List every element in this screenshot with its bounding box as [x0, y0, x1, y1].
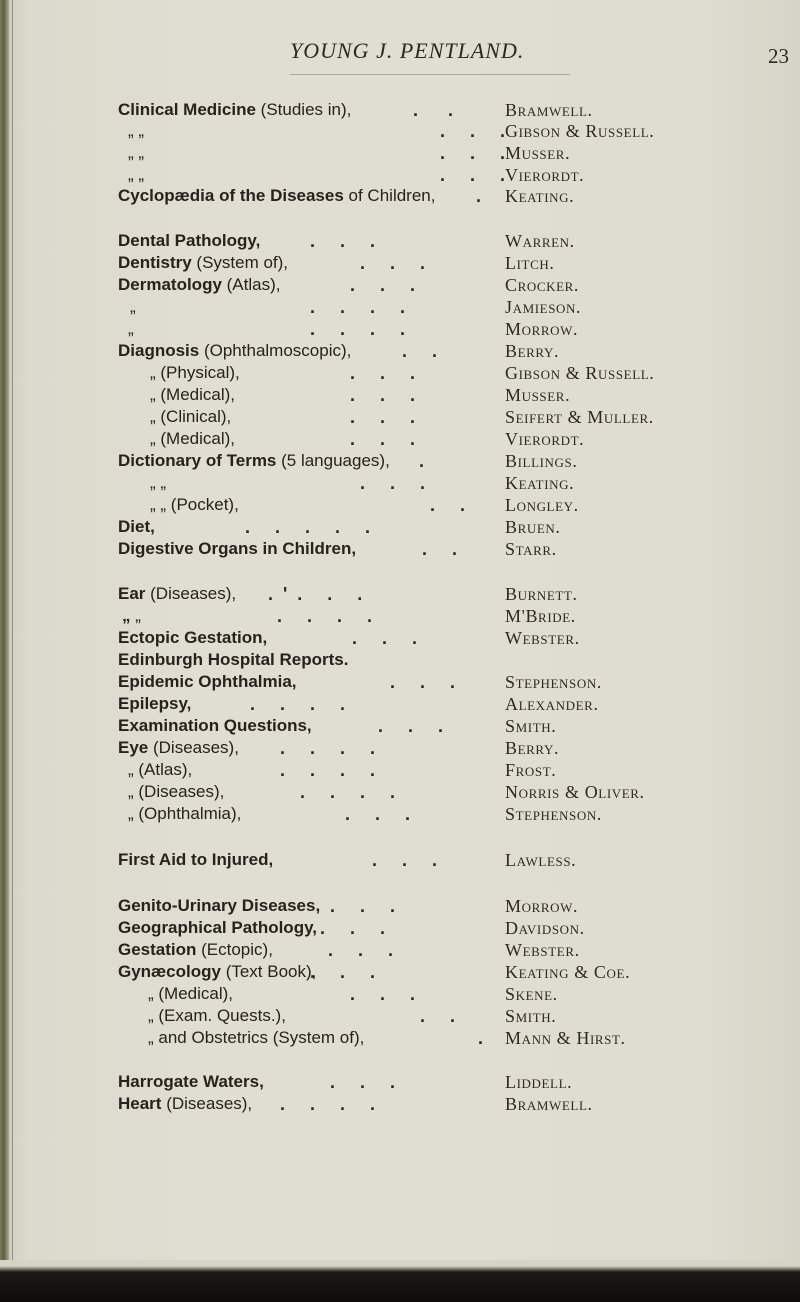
dot-leader: . . . — [320, 1072, 396, 1092]
entry-subject — [118, 517, 155, 537]
catalogue-entry — [0, 473, 800, 495]
entry-subject — [118, 918, 317, 938]
entry-author: Liddell. — [505, 1072, 573, 1092]
catalogue-entry — [0, 100, 800, 122]
entry-subject — [128, 143, 144, 163]
entry-subject — [150, 407, 231, 427]
catalogue-entry — [0, 275, 800, 297]
entry-subject-qualifier: (Clinical), — [155, 407, 232, 426]
entry-subject-main: Dictionary of Terms — [118, 451, 277, 470]
entry-subject-qualifier: (System of), — [191, 253, 289, 272]
entry-subject-qualifier: (Ophthalmoscopic), — [199, 341, 352, 360]
entry-subject-main: „ — [148, 984, 154, 1003]
entry-subject-main: Harrogate Waters, — [118, 1072, 264, 1091]
catalogue-entry — [0, 231, 800, 253]
running-head-title: YOUNG J. PENTLAND. — [290, 38, 525, 63]
entry-subject-main: „ — [148, 1006, 154, 1025]
dot-leader: . . . — [340, 407, 416, 427]
catalogue-entry — [0, 517, 800, 539]
entry-author: Mann & Hirst. — [505, 1028, 626, 1048]
entry-subject-main: Dermatology — [118, 275, 222, 294]
dot-leader: . . . . — [270, 760, 376, 780]
entry-subject-main: Gestation — [118, 940, 197, 959]
entry-author: Gibson & Russell. — [505, 363, 655, 383]
entry-subject-qualifier: and Obstetrics (System of), — [153, 1028, 365, 1047]
entry-author: Crocker. — [505, 275, 580, 295]
catalogue-entry — [0, 896, 800, 918]
dot-leader: . . . — [380, 672, 456, 692]
entry-subject-main: Digestive Organs in Children, — [118, 539, 357, 558]
entry-subject-qualifier: (Medical), — [155, 385, 236, 404]
dot-leader: . . . — [318, 940, 394, 960]
entry-subject — [118, 186, 435, 206]
page-number: 23 — [768, 44, 789, 68]
dot-leader: . . . . — [270, 1094, 376, 1114]
entry-subject — [118, 896, 320, 916]
entry-author: Musser. — [505, 385, 571, 405]
entry-subject — [118, 850, 273, 870]
entry-author: Smith. — [505, 1006, 557, 1026]
entry-author: Vierordt. — [505, 429, 585, 449]
dot-leader: . . . — [350, 253, 426, 273]
entry-author: Morrow. — [505, 319, 579, 339]
entry-author: Keating. — [505, 186, 575, 206]
catalogue-entry — [0, 804, 800, 826]
entry-subject — [118, 1094, 252, 1114]
dot-leader: . . . — [330, 473, 426, 493]
entry-subject — [118, 940, 273, 960]
catalogue-entry — [0, 962, 800, 984]
entry-subject — [118, 100, 351, 120]
entry-subject — [148, 1006, 286, 1026]
dot-leader: . . . — [310, 918, 386, 938]
entry-subject-main: Heart — [118, 1094, 162, 1113]
entry-subject-qualifier: „ — [133, 121, 145, 140]
dot-leader: . — [466, 186, 482, 206]
entry-subject-main: „ — [150, 473, 156, 492]
entry-subject-main: „ — [150, 385, 156, 404]
entry-subject-main: „ — [128, 782, 134, 801]
dot-leader: . . . . — [262, 606, 373, 626]
entry-subject-main: „ — [148, 1028, 154, 1047]
entry-subject-qualifier: (Diseases), — [148, 738, 239, 757]
catalogue-entry — [0, 694, 800, 716]
entry-subject — [118, 253, 288, 273]
dot-leader: . . . . — [300, 319, 406, 339]
entry-subject-qualifier: (5 languages), — [276, 451, 390, 470]
entry-subject-main: Dental Pathology, — [118, 231, 261, 250]
entry-subject-main: „ — [128, 121, 134, 140]
entry-subject — [118, 650, 348, 670]
entry-author: Keating. — [505, 473, 575, 493]
catalogue-entry — [0, 1094, 800, 1116]
catalogue-entry — [0, 165, 800, 187]
entry-subject-main: „ — [130, 297, 136, 316]
catalogue-entry — [0, 940, 800, 962]
entry-subject-main: „ — [128, 319, 134, 338]
entry-subject — [148, 984, 233, 1004]
dot-leader: . . . — [342, 628, 418, 648]
entry-author: Bramwell. — [505, 1094, 593, 1114]
entry-subject-main: „ — [150, 495, 156, 514]
entry-author: Seifert & Muller. — [505, 407, 654, 427]
catalogue-entry — [0, 650, 800, 672]
dot-leader: . . . . — [270, 738, 376, 758]
entry-subject — [118, 716, 312, 736]
catalogue-entry — [0, 1006, 800, 1028]
entry-subject-qualifier: (Exam. Quests.), — [153, 1006, 286, 1025]
catalogue-entry — [0, 672, 800, 694]
entry-subject — [128, 165, 144, 185]
dot-leader: . . — [392, 341, 438, 361]
dot-leader: . . . — [320, 896, 396, 916]
catalogue-entry — [0, 584, 800, 606]
entry-subject-main: Geographical Pathology, — [118, 918, 317, 937]
catalogue-entry — [0, 918, 800, 940]
entry-subject-qualifier: „ — [133, 165, 145, 184]
entry-subject — [118, 672, 297, 692]
catalogue-entry — [0, 495, 800, 517]
dot-leader: . . . — [300, 962, 376, 982]
entry-author: Jamieson. — [505, 297, 582, 317]
entry-subject — [118, 962, 316, 982]
entry-subject-main: Epilepsy, — [118, 694, 192, 713]
entry-author: Litch. — [505, 253, 555, 273]
entry-subject — [118, 341, 351, 361]
catalogue-entry — [0, 738, 800, 760]
dot-leader: . . — [410, 1006, 456, 1026]
catalogue-entry — [0, 1028, 800, 1050]
entry-subject-qualifier: (Studies in), — [255, 100, 352, 119]
entry-author: Gibson & Russell. — [505, 121, 655, 141]
entry-subject-qualifier: (Ophthalmia), — [133, 804, 242, 823]
entry-subject-qualifier: (Atlas), — [133, 760, 193, 779]
entry-author: Longley. — [505, 495, 579, 515]
entry-subject-main: „ — [150, 407, 156, 426]
entry-subject-qualifier: (Atlas), — [221, 275, 281, 294]
catalogue-entry — [0, 1072, 800, 1094]
entry-subject — [118, 1072, 264, 1092]
entry-subject-main: „ — [128, 804, 134, 823]
catalogue-entry — [0, 782, 800, 804]
entry-subject-main: First Aid to Injured, — [118, 850, 274, 869]
entry-author: Morrow. — [505, 896, 579, 916]
dot-leader: . . . — [410, 165, 506, 185]
entry-author: Berry. — [505, 738, 560, 758]
dot-leader: . . . — [340, 363, 416, 383]
scan-bottom-edge — [0, 1260, 800, 1302]
entry-subject — [122, 606, 141, 626]
entry-subject — [118, 738, 239, 758]
dot-leader: . . . — [340, 429, 416, 449]
entry-subject — [128, 760, 192, 780]
entry-subject-main: „ — [128, 165, 134, 184]
dot-leader: . . . — [368, 716, 444, 736]
entry-subject — [118, 584, 236, 604]
entry-subject-main: Examination Questions, — [118, 716, 312, 735]
entry-subject-main: „ — [128, 760, 134, 779]
catalogue-entry — [0, 539, 800, 561]
entry-subject — [150, 385, 235, 405]
dot-leader: . . — [420, 495, 466, 515]
entry-subject-qualifier: (Diseases), — [133, 782, 225, 801]
catalogue-entry — [0, 341, 800, 363]
dot-leader: . . . . . — [235, 517, 371, 537]
dot-leader: . . . — [300, 231, 376, 251]
entry-author: Vierordt. — [505, 165, 585, 185]
entry-subject-main: Gynæcology — [118, 962, 221, 981]
dot-leader: . . — [398, 100, 454, 120]
catalogue-entry — [0, 760, 800, 782]
dot-leader: . . . — [340, 385, 416, 405]
entry-subject-main: „ — [150, 363, 156, 382]
entry-subject-qualifier: „ (Pocket), — [155, 495, 239, 514]
entry-author: Davidson. — [505, 918, 585, 938]
entry-author: Skene. — [505, 984, 558, 1004]
dot-leader: . ' . . . — [258, 584, 363, 604]
entry-subject — [150, 429, 235, 449]
catalogue-entry — [0, 407, 800, 429]
catalogue-entry — [0, 850, 800, 872]
entry-author: Stephenson. — [505, 672, 602, 692]
dot-leader: . . . — [362, 850, 438, 870]
dot-leader: . . . — [335, 804, 411, 824]
entry-subject-qualifier: (Medical), — [153, 984, 234, 1003]
dot-leader: . . . — [410, 143, 506, 163]
entry-subject — [118, 694, 191, 714]
entry-author: M'Bride. — [505, 606, 576, 626]
entry-subject-main: Ear — [118, 584, 146, 603]
entry-subject — [118, 539, 356, 559]
entry-subject-main: Eye — [118, 738, 149, 757]
entry-subject-qualifier: „ — [155, 473, 167, 492]
entry-subject — [118, 231, 260, 251]
entry-subject — [148, 1028, 364, 1048]
entry-subject — [128, 121, 144, 141]
entry-subject — [150, 495, 239, 515]
entry-subject-main: Epidemic Ophthalmia, — [118, 672, 297, 691]
dot-leader: . — [468, 1028, 484, 1048]
catalogue-entry — [0, 253, 800, 275]
dot-leader: . — [404, 451, 425, 471]
catalogue-entry — [0, 451, 800, 473]
catalogue-entry — [0, 716, 800, 738]
entry-author: Alexander. — [505, 694, 599, 714]
catalogue-entry — [0, 984, 800, 1006]
entry-subject-qualifier: (Medical), — [155, 429, 236, 448]
entry-subject-qualifier: (Diseases), — [145, 584, 237, 603]
entry-author: Norris & Oliver. — [505, 782, 645, 802]
entry-author: Lawless. — [505, 850, 577, 870]
entry-subject — [150, 363, 240, 383]
dot-leader: . . . — [410, 121, 506, 141]
catalogue-entry — [0, 385, 800, 407]
catalogue-entry — [0, 297, 800, 319]
dot-leader: . . — [412, 539, 458, 559]
dot-leader: . . . — [340, 984, 416, 1004]
entry-author: Warren. — [505, 231, 575, 251]
entry-subject-qualifier: „ — [130, 606, 141, 625]
entry-author: Smith. — [505, 716, 557, 736]
entry-subject-main: „ — [122, 606, 131, 625]
entry-author: Starr. — [505, 539, 557, 559]
entry-subject — [118, 451, 390, 471]
entry-subject-main: „ — [150, 429, 156, 448]
entry-author: Musser. — [505, 143, 571, 163]
entry-author: Bruen. — [505, 517, 561, 537]
entry-subject — [150, 473, 166, 493]
entry-subject — [130, 297, 136, 317]
entry-author: Stephenson. — [505, 804, 602, 824]
entry-author: Keating & Coe. — [505, 962, 631, 982]
dot-leader: . . . . — [290, 782, 396, 802]
entry-author: Bramwell. — [505, 100, 593, 120]
entry-subject — [128, 782, 224, 802]
entry-author: Webster. — [505, 940, 580, 960]
entry-author: Frost. — [505, 760, 557, 780]
catalogue-entry — [0, 186, 800, 208]
entry-subject-qualifier: „ — [133, 143, 145, 162]
catalogue-entry — [0, 121, 800, 143]
entry-subject-main: Ectopic Gestation, — [118, 628, 268, 647]
entry-subject — [118, 275, 280, 295]
entry-subject-qualifier: (Ectopic), — [196, 940, 273, 959]
entry-subject-main: „ — [128, 143, 134, 162]
entry-subject — [118, 628, 267, 648]
entry-subject-qualifier: (Physical), — [155, 363, 240, 382]
entry-subject-main: Clinical Medicine — [118, 100, 256, 119]
dot-leader: . . . . — [240, 694, 346, 714]
header-rule — [290, 74, 570, 75]
entry-subject-qualifier: of Children, — [343, 186, 436, 205]
catalogue-entry — [0, 319, 800, 341]
dot-leader: . . . — [340, 275, 416, 295]
entry-subject-main: Dentistry — [118, 253, 192, 272]
entry-subject-main: Diagnosis — [118, 341, 200, 360]
entry-subject — [128, 319, 134, 339]
entry-subject-main: Edinburgh Hospital Reports. — [118, 650, 349, 669]
catalogue-entry — [0, 363, 800, 385]
catalogue-entry — [0, 429, 800, 451]
entry-subject-main: Cyclopædia of the Diseases — [118, 186, 344, 205]
catalogue-entry — [0, 606, 800, 628]
entry-author: Burnett. — [505, 584, 578, 604]
entry-subject-main: Genito-Urinary Diseases, — [118, 896, 321, 915]
entry-subject-qualifier: (Text Book), — [220, 962, 317, 981]
entry-author: Berry. — [505, 341, 560, 361]
dot-leader: . . . . — [300, 297, 406, 317]
entry-subject — [128, 804, 241, 824]
catalogue-entry — [0, 628, 800, 650]
entry-subject-main: Diet, — [118, 517, 155, 536]
entry-author: Webster. — [505, 628, 580, 648]
entry-author: Billings. — [505, 451, 578, 471]
entry-subject-qualifier: (Diseases), — [161, 1094, 253, 1113]
catalogue-entry — [0, 143, 800, 165]
